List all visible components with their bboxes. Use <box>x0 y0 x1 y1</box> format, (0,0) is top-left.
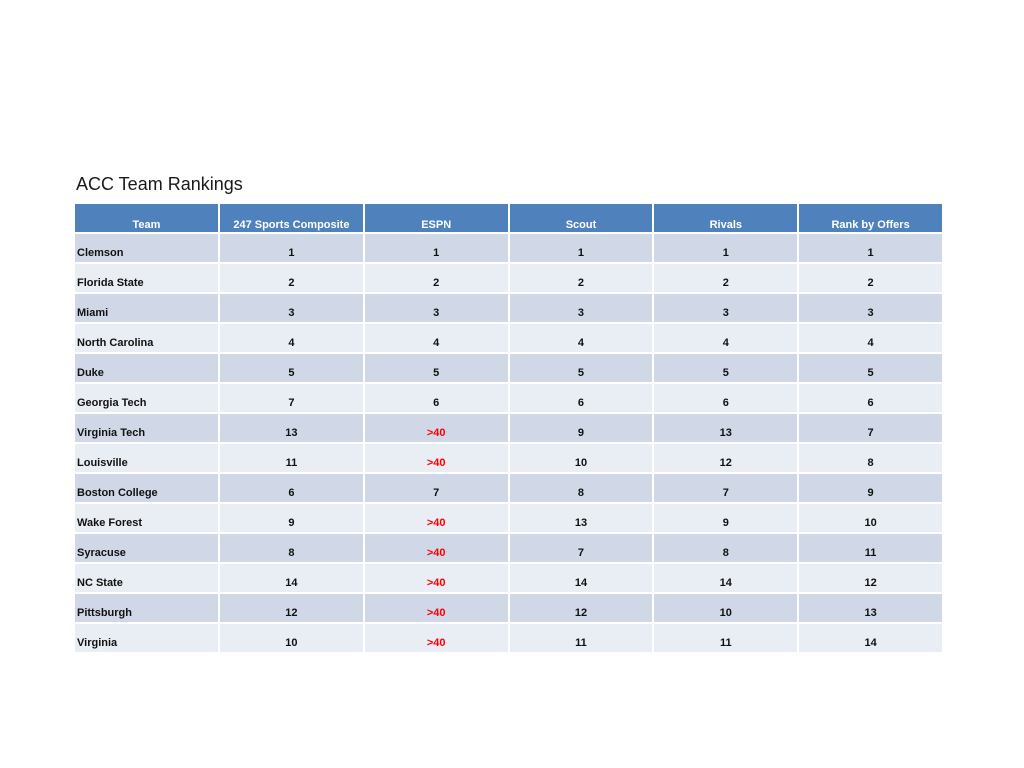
table-row <box>74 323 943 353</box>
cell-espn: 5 <box>364 353 509 383</box>
cell-rank-by-offers: 10 <box>798 503 943 533</box>
table-row <box>74 383 943 413</box>
cell-team: Syracuse <box>74 533 219 563</box>
cell-espn: >40 <box>364 443 509 473</box>
cell-rivals: 14 <box>653 563 798 593</box>
cell-247-sports-composite: 12 <box>219 593 364 623</box>
cell-247-sports-composite: 11 <box>219 443 364 473</box>
cell-247-sports-composite: 6 <box>219 473 364 503</box>
cell-team: NC State <box>74 563 219 593</box>
cell-team: North Carolina <box>74 323 219 353</box>
table-header <box>74 203 943 233</box>
cell-rivals: 10 <box>653 593 798 623</box>
cell-rivals: 13 <box>653 413 798 443</box>
cell-rivals: 6 <box>653 383 798 413</box>
cell-team: Virginia Tech <box>74 413 219 443</box>
cell-team: Virginia <box>74 623 219 653</box>
page-title: ACC Team Rankings <box>76 174 243 194</box>
cell-rivals: 1 <box>653 233 798 263</box>
header-row <box>74 203 943 233</box>
cell-espn: >40 <box>364 623 509 653</box>
cell-team: Clemson <box>74 233 219 263</box>
cell-rank-by-offers: 14 <box>798 623 943 653</box>
cell-scout: 3 <box>509 293 654 323</box>
cell-rank-by-offers: 13 <box>798 593 943 623</box>
table-row <box>74 503 943 533</box>
cell-scout: 11 <box>509 623 654 653</box>
cell-rank-by-offers: 12 <box>798 563 943 593</box>
cell-rivals: 7 <box>653 473 798 503</box>
cell-247-sports-composite: 4 <box>219 323 364 353</box>
cell-rank-by-offers: 2 <box>798 263 943 293</box>
cell-rank-by-offers: 1 <box>798 233 943 263</box>
cell-scout: 4 <box>509 323 654 353</box>
header-rivals: Rivals <box>653 203 798 233</box>
cell-rivals: 12 <box>653 443 798 473</box>
cell-scout: 7 <box>509 533 654 563</box>
cell-rivals: 4 <box>653 323 798 353</box>
cell-espn: >40 <box>364 593 509 623</box>
cell-scout: 6 <box>509 383 654 413</box>
cell-247-sports-composite: 1 <box>219 233 364 263</box>
table-row <box>74 623 943 653</box>
table-row <box>74 263 943 293</box>
cell-scout: 10 <box>509 443 654 473</box>
cell-espn: >40 <box>364 413 509 443</box>
cell-rivals: 11 <box>653 623 798 653</box>
cell-247-sports-composite: 5 <box>219 353 364 383</box>
cell-espn: >40 <box>364 533 509 563</box>
cell-espn: 1 <box>364 233 509 263</box>
cell-rivals: 8 <box>653 533 798 563</box>
table-body <box>74 233 943 653</box>
cell-247-sports-composite: 7 <box>219 383 364 413</box>
cell-scout: 9 <box>509 413 654 443</box>
cell-team: Wake Forest <box>74 503 219 533</box>
table-row <box>74 233 943 263</box>
cell-247-sports-composite: 10 <box>219 623 364 653</box>
cell-espn: 4 <box>364 323 509 353</box>
cell-rivals: 9 <box>653 503 798 533</box>
cell-rank-by-offers: 5 <box>798 353 943 383</box>
table-row <box>74 353 943 383</box>
table-row <box>74 293 943 323</box>
header-247-sports-composite: 247 Sports Composite <box>219 203 364 233</box>
cell-team: Georgia Tech <box>74 383 219 413</box>
table-row <box>74 413 943 443</box>
table-row <box>74 443 943 473</box>
cell-247-sports-composite: 9 <box>219 503 364 533</box>
cell-scout: 12 <box>509 593 654 623</box>
cell-rank-by-offers: 7 <box>798 413 943 443</box>
cell-rank-by-offers: 3 <box>798 293 943 323</box>
cell-team: Boston College <box>74 473 219 503</box>
cell-247-sports-composite: 8 <box>219 533 364 563</box>
table-row <box>74 533 943 563</box>
cell-espn: 2 <box>364 263 509 293</box>
cell-scout: 14 <box>509 563 654 593</box>
cell-rank-by-offers: 9 <box>798 473 943 503</box>
cell-scout: 13 <box>509 503 654 533</box>
cell-team: Louisville <box>74 443 219 473</box>
header-team: Team <box>74 203 219 233</box>
cell-rivals: 2 <box>653 263 798 293</box>
table-row <box>74 593 943 623</box>
cell-247-sports-composite: 14 <box>219 563 364 593</box>
table-row <box>74 473 943 503</box>
cell-rank-by-offers: 4 <box>798 323 943 353</box>
cell-espn: 3 <box>364 293 509 323</box>
cell-rivals: 5 <box>653 353 798 383</box>
cell-espn: 6 <box>364 383 509 413</box>
cell-team: Pittsburgh <box>74 593 219 623</box>
cell-team: Duke <box>74 353 219 383</box>
table-row <box>74 563 943 593</box>
cell-espn: >40 <box>364 503 509 533</box>
cell-espn: 7 <box>364 473 509 503</box>
cell-247-sports-composite: 13 <box>219 413 364 443</box>
header-rank-by-offers: Rank by Offers <box>798 203 943 233</box>
header-scout: Scout <box>509 203 654 233</box>
cell-team: Florida State <box>74 263 219 293</box>
header-espn: ESPN <box>364 203 509 233</box>
cell-rank-by-offers: 6 <box>798 383 943 413</box>
cell-rank-by-offers: 11 <box>798 533 943 563</box>
cell-247-sports-composite: 3 <box>219 293 364 323</box>
cell-rank-by-offers: 8 <box>798 443 943 473</box>
cell-scout: 8 <box>509 473 654 503</box>
rankings-table <box>73 202 944 654</box>
cell-scout: 1 <box>509 233 654 263</box>
cell-scout: 2 <box>509 263 654 293</box>
cell-rivals: 3 <box>653 293 798 323</box>
cell-team: Miami <box>74 293 219 323</box>
cell-espn: >40 <box>364 563 509 593</box>
cell-247-sports-composite: 2 <box>219 263 364 293</box>
cell-scout: 5 <box>509 353 654 383</box>
